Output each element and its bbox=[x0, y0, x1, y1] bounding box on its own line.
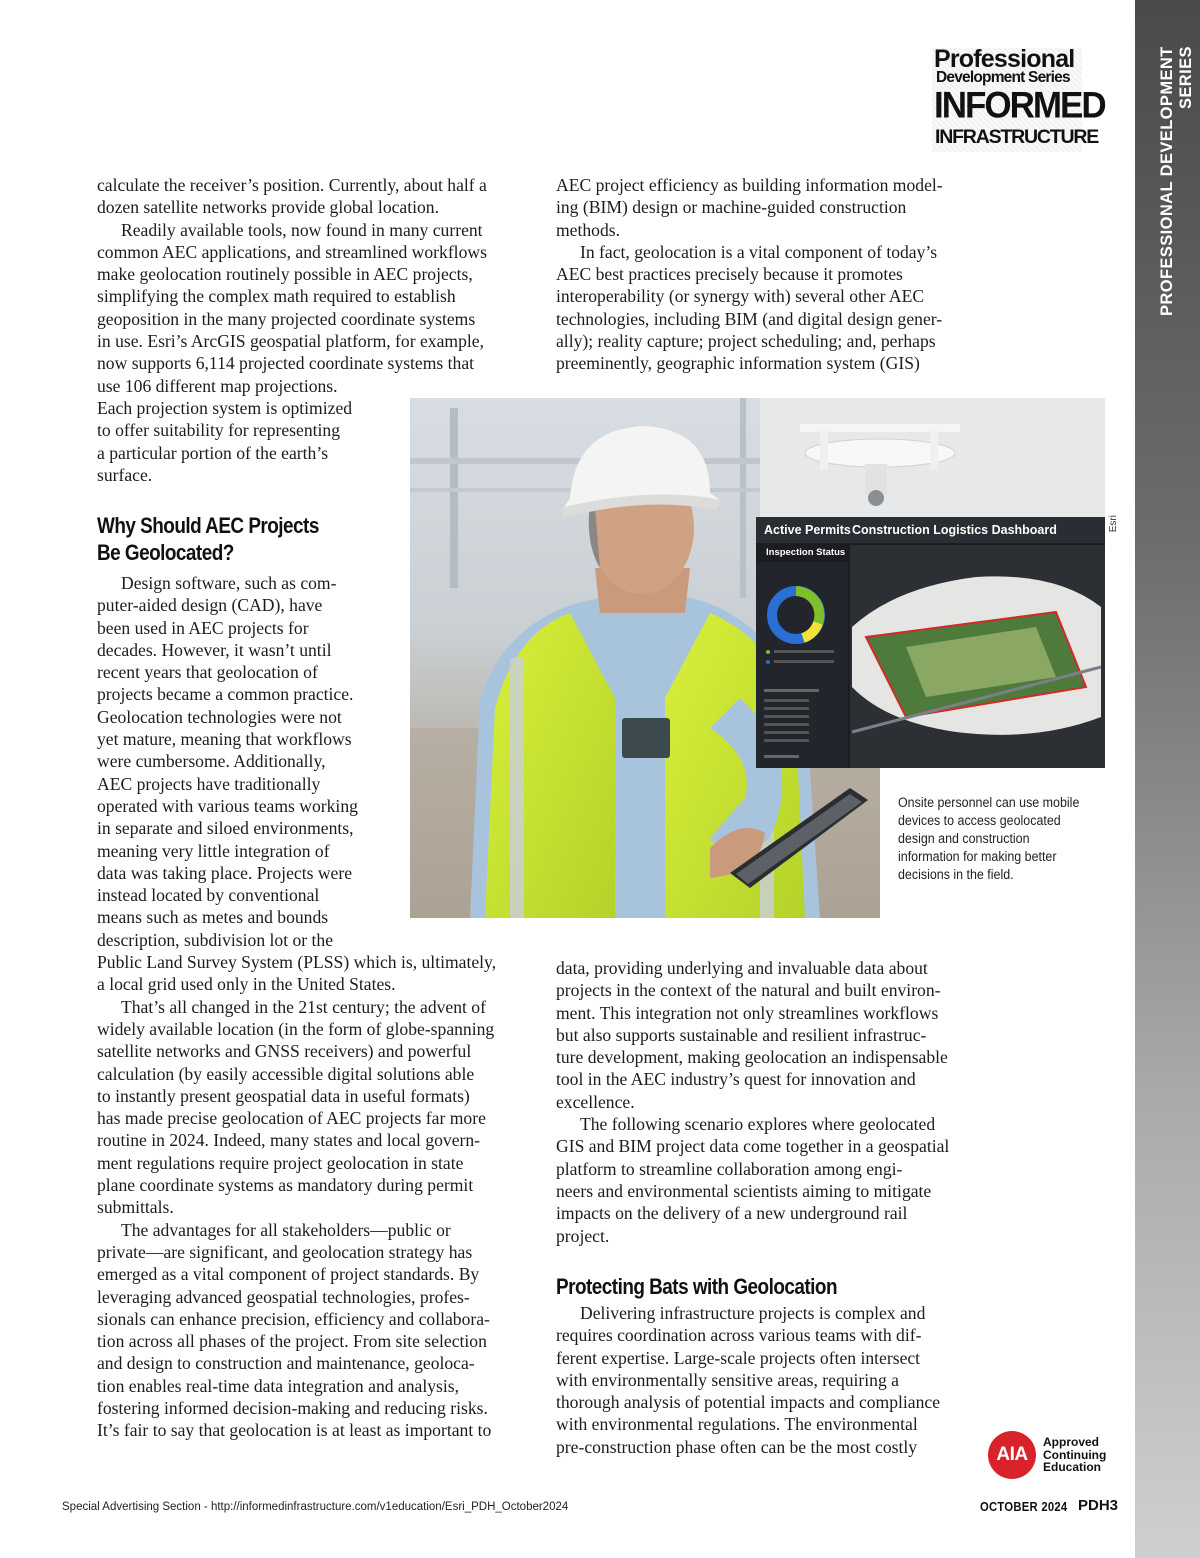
text-line: Geolocation technologies were not bbox=[97, 706, 342, 727]
list-item bbox=[764, 715, 809, 718]
map-site-boundary bbox=[866, 612, 1086, 717]
footer-advertising-note bbox=[62, 1501, 568, 1513]
list-header bbox=[764, 689, 819, 692]
right-paragraph-4 bbox=[556, 1113, 949, 1247]
text-line: dozen satellite networks provide global location. bbox=[97, 197, 440, 218]
text-line: ally); reality capture; project scheduling; and, perhaps bbox=[556, 331, 936, 352]
map-highlight-area bbox=[852, 576, 1101, 734]
footer-page-number: PDH3 bbox=[1078, 1497, 1119, 1514]
text-line: ferent expertise. Large-scale projects often intersect bbox=[556, 1347, 921, 1368]
dashboard-tab-active-permits: Active Permits bbox=[764, 523, 851, 537]
legend-item bbox=[774, 660, 834, 663]
text-line: ing (BIM) design or machine-guided construction bbox=[556, 197, 907, 218]
text-line: AEC projects have traditionally bbox=[97, 773, 321, 794]
aia-approval-text bbox=[1043, 1436, 1106, 1474]
heading-line: Why Should AEC Projects bbox=[97, 513, 319, 538]
aia-logo: AIA bbox=[988, 1431, 1036, 1479]
text-line: and design to construction and maintenance, geoloca- bbox=[97, 1353, 475, 1374]
text-line: simplifying the complex math required to establish bbox=[97, 286, 456, 307]
left-paragraph-5 bbox=[97, 1219, 496, 1442]
caption-line: information for making better bbox=[898, 849, 1057, 864]
text-line: interoperability (or synergy with) several other AEC bbox=[556, 286, 925, 307]
text-line: ture development, making geolocation an indispensable bbox=[556, 1047, 948, 1068]
heading-protecting-bats: Protecting Bats with Geolocation bbox=[556, 1274, 837, 1299]
dashboard-panel-title: Inspection Status bbox=[766, 547, 846, 558]
text-line: platform to streamline collaboration among engi- bbox=[556, 1158, 903, 1179]
drone-illustration bbox=[760, 398, 1105, 518]
right-paragraph-1 bbox=[556, 174, 943, 241]
aia-line: Approved bbox=[1043, 1435, 1100, 1449]
text-line: now supports 6,114 projected coordinate systems that bbox=[97, 353, 475, 374]
figure-caption bbox=[898, 794, 1089, 884]
text-line: Readily available tools, now found in many current bbox=[121, 219, 483, 240]
aia-line: Continuing bbox=[1043, 1447, 1107, 1462]
text-line: impacts on the delivery of a new underground rail bbox=[556, 1203, 908, 1224]
right-column-top bbox=[556, 174, 943, 375]
list-item bbox=[764, 739, 809, 742]
text-line: recent years that geolocation of bbox=[97, 662, 318, 683]
drone-arm bbox=[820, 430, 828, 470]
dashboard-sidebar bbox=[756, 562, 848, 768]
photo-credit: Esri bbox=[1108, 515, 1119, 533]
right-column-bottom bbox=[556, 957, 949, 1247]
drone-arm bbox=[930, 430, 938, 470]
legend-item bbox=[774, 650, 834, 653]
heading-line: Be Geolocated? bbox=[97, 540, 234, 565]
logistics-dashboard bbox=[756, 517, 1105, 768]
footer-url-link[interactable]: http://informedinfrastructure.com/v1education/Esri_PDH_October2024 bbox=[210, 1501, 569, 1513]
logo-line-development-series: Development Series bbox=[936, 69, 1070, 86]
text-line: leveraging advanced geospatial technologies, profes- bbox=[97, 1286, 470, 1307]
text-line: It’s fair to say that geolocation is at least as important to bbox=[97, 1420, 492, 1441]
caption-line: Onsite personnel can use mobile bbox=[898, 795, 1080, 810]
list-item bbox=[764, 699, 809, 702]
text-line: emerged as a vital component of project standards. By bbox=[97, 1264, 480, 1285]
donut-chart-segment bbox=[803, 623, 818, 638]
heading-why-geolocated bbox=[97, 512, 319, 566]
logo-line-informed: INFORMED bbox=[934, 85, 1105, 126]
text-line: AEC best practices precisely because it promotes bbox=[556, 264, 903, 285]
text-line: tool in the AEC industry’s quest for innovation and bbox=[556, 1069, 916, 1090]
text-line: That’s all changed in the 21st century; the advent of bbox=[121, 996, 486, 1017]
background-pole bbox=[450, 408, 458, 588]
text-line: operated with various teams working bbox=[97, 795, 358, 816]
text-line: in use. Esri’s ArcGIS geospatial platform, for example, bbox=[97, 331, 484, 352]
map-road bbox=[852, 667, 1101, 732]
map-site-vegetation bbox=[906, 627, 1056, 697]
list-item bbox=[764, 731, 809, 734]
text-line: projects became a common practice. bbox=[97, 684, 354, 705]
drone-camera-mount bbox=[865, 464, 887, 494]
text-line: has made precise geolocation of AEC projects far more bbox=[97, 1108, 486, 1129]
text-line: The advantages for all stakeholders—public or bbox=[121, 1219, 451, 1240]
text-line: to instantly present geospatial data in useful formats) bbox=[97, 1085, 470, 1106]
text-line: tion across all phases of the project. From site selection bbox=[97, 1331, 487, 1352]
informed-infrastructure-logo bbox=[932, 45, 1105, 152]
text-line: surface. bbox=[97, 464, 153, 485]
text-line: Public Land Survey System (PLSS) which is, ultimately, bbox=[97, 952, 497, 973]
text-line: data was taking place. Projects were bbox=[97, 862, 353, 883]
right-column-bats bbox=[556, 1302, 940, 1458]
list-item bbox=[764, 723, 809, 726]
left-paragraph-1 bbox=[97, 174, 487, 219]
id-badge bbox=[622, 718, 670, 758]
text-line: sionals can enhance precision, efficiency and collabora- bbox=[97, 1308, 490, 1329]
logo-line-infrastructure: INFRASTRUCTURE bbox=[935, 126, 1099, 148]
list-item bbox=[764, 707, 809, 710]
text-line: private—are significant, and geolocation strategy has bbox=[97, 1241, 473, 1262]
text-line: with environmental regulations. The environmental bbox=[556, 1414, 918, 1435]
donut-chart-ring bbox=[772, 591, 820, 639]
drone-camera bbox=[868, 490, 884, 506]
list-header bbox=[764, 755, 799, 758]
text-line: The following scenario explores where geolocated bbox=[580, 1114, 936, 1135]
text-line: preeminently, geographic information system (GIS) bbox=[556, 353, 920, 374]
footer-date: OCTOBER 2024 bbox=[980, 1500, 1068, 1514]
text-line: in separate and siloed environments, bbox=[97, 818, 354, 839]
legend-dot bbox=[766, 660, 770, 664]
text-line: instead located by conventional bbox=[97, 885, 320, 906]
caption-line: design and construction bbox=[898, 831, 1030, 846]
text-line: a local grid used only in the United States. bbox=[97, 974, 396, 995]
vest-reflective-stripe bbox=[510, 658, 524, 918]
text-line: AEC project efficiency as building information model- bbox=[556, 175, 943, 195]
aia-line: Education bbox=[1043, 1460, 1102, 1474]
text-line: common AEC applications, and streamlined workflows bbox=[97, 241, 487, 262]
text-line: yet mature, meaning that workflows bbox=[97, 729, 352, 750]
text-line: projects in the context of the natural and built environ- bbox=[556, 980, 941, 1001]
text-line: means such as metes and bounds bbox=[97, 907, 329, 928]
right-paragraph-2 bbox=[556, 241, 943, 375]
text-line: fostering informed decision-making and reducing risks. bbox=[97, 1397, 488, 1418]
dashboard-tab-logistics: Construction Logistics Dashboard bbox=[852, 523, 1057, 537]
side-band-label: PROFESSIONAL DEVELOPMENT SERIES bbox=[1158, 46, 1195, 316]
text-line: description, subdivision lot or the bbox=[97, 929, 334, 950]
site-map bbox=[850, 545, 1105, 768]
text-line: submittals. bbox=[97, 1197, 174, 1218]
right-paragraph-3 bbox=[556, 957, 949, 1113]
text-line: data, providing underlying and invaluable data about bbox=[556, 958, 928, 978]
text-line: tion enables real-time data integration and analysis, bbox=[97, 1375, 460, 1396]
text-line: GIS and BIM project data come together in a geospatial bbox=[556, 1136, 950, 1157]
dashboard-header bbox=[756, 517, 1105, 543]
text-line: calculate the receiver’s position. Currently, about half a bbox=[97, 175, 487, 195]
text-line: Each projection system is optimized bbox=[97, 397, 353, 418]
text-line: ment. This integration not only streamlines workflows bbox=[556, 1002, 939, 1023]
text-line: ment regulations require project geolocation in state bbox=[97, 1152, 464, 1173]
text-line: but also supports sustainable and resilient infrastruc- bbox=[556, 1024, 927, 1045]
legend-dot bbox=[766, 650, 770, 654]
text-line: Delivering infrastructure projects is complex and bbox=[580, 1303, 926, 1323]
text-line: to offer suitability for representing bbox=[97, 420, 340, 441]
text-line: satellite networks and GNSS receivers) and powerful bbox=[97, 1041, 472, 1062]
text-line: use 106 different map projections. bbox=[97, 375, 338, 396]
text-line: geoposition in the many projected coordinate systems bbox=[97, 308, 476, 329]
text-line: Design software, such as com- bbox=[121, 573, 337, 593]
text-line: widely available location (in the form of globe-spanning bbox=[97, 1018, 495, 1039]
donut-chart-segment bbox=[796, 591, 819, 623]
text-line: meaning very little integration of bbox=[97, 840, 330, 861]
text-line: excellence. bbox=[556, 1091, 635, 1112]
text-line: a particular portion of the earth’s bbox=[97, 442, 329, 463]
text-line: pre-construction phase often can be the most costly bbox=[556, 1436, 918, 1457]
text-line: routine in 2024. Indeed, many states and local govern- bbox=[97, 1130, 481, 1151]
text-line: methods. bbox=[556, 219, 621, 240]
text-line: In fact, geolocation is a vital component of today’s bbox=[580, 241, 938, 262]
left-paragraph-4 bbox=[97, 996, 496, 1219]
footer-label: Special Advertising Section - bbox=[62, 1501, 211, 1513]
right-paragraph-5 bbox=[556, 1302, 940, 1458]
text-line: thorough analysis of potential impacts and compliance bbox=[556, 1392, 941, 1413]
caption-line: devices to access geolocated bbox=[898, 813, 1061, 828]
text-line: requires coordination across various teams with dif- bbox=[556, 1325, 922, 1346]
text-line: technologies, including BIM (and digital design gener- bbox=[556, 308, 943, 329]
text-line: neers and environmental scientists aiming to mitigate bbox=[556, 1180, 932, 1201]
text-line: calculation (by easily accessible digital solutions able bbox=[97, 1063, 475, 1084]
text-line: plane coordinate systems as mandatory during permit bbox=[97, 1175, 474, 1196]
map-site-parcel bbox=[866, 612, 1086, 717]
logo-line-professional: Professional bbox=[934, 45, 1075, 73]
background-pole bbox=[740, 398, 746, 598]
caption-line: decisions in the field. bbox=[898, 867, 1014, 882]
text-line: with environmentally sensitive areas, requiring a bbox=[556, 1369, 899, 1390]
text-line: puter-aided design (CAD), have bbox=[97, 595, 323, 616]
text-line: project. bbox=[556, 1225, 610, 1246]
text-line: were cumbersome. Additionally, bbox=[97, 751, 326, 772]
text-line: been used in AEC projects for bbox=[97, 617, 309, 638]
text-line: decades. However, it wasn’t until bbox=[97, 639, 332, 660]
drone-photo bbox=[760, 398, 1105, 518]
text-line: make geolocation routinely possible in AEC projects, bbox=[97, 264, 473, 285]
